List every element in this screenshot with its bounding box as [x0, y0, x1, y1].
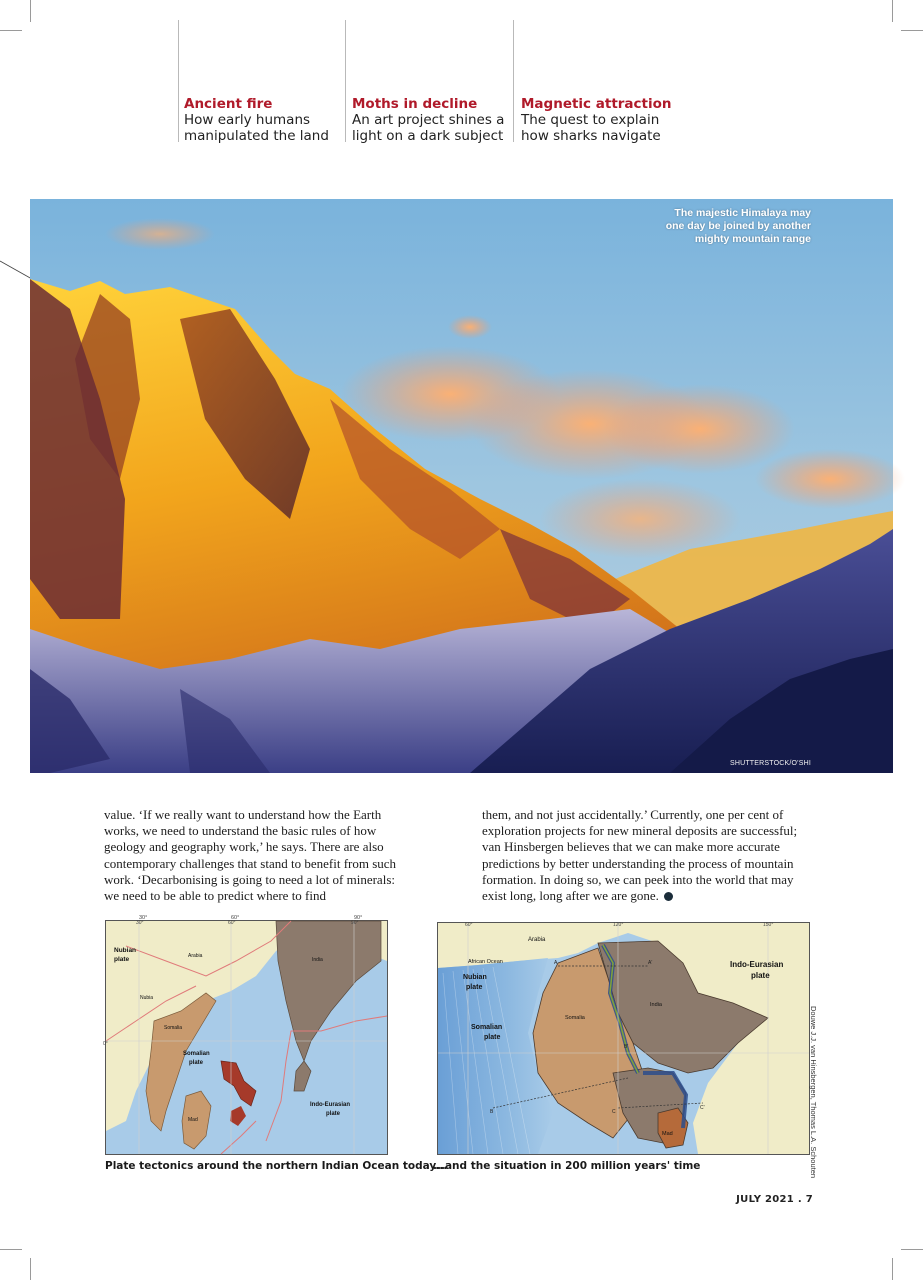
- article-paragraph: [482, 807, 812, 904]
- map-section-label: B': [624, 1044, 629, 1050]
- teaser-subtitle: The quest to explain: [521, 112, 660, 128]
- photo-credit: SHUTTERSTOCK/O'SHI: [729, 760, 811, 767]
- map-lon-label: 60°: [228, 920, 236, 926]
- article-text: them, and not just accidentally.’ Currently, one per cent of exploration projects for new mineral deposits are successful; van Hinsbergen believes that we can make more accurate predictions by better understanding the process of mountain formation. In doing so, we can peek into the world that may exist long, long after we are gone.: [482, 807, 798, 904]
- map-label-somalian: Somalian: [183, 1051, 210, 1057]
- map-label-somalia: Somalia: [164, 1025, 183, 1031]
- crop-mark: [30, 0, 31, 22]
- teaser-title: Magnetic attraction: [521, 96, 672, 112]
- teaser-title: Moths in decline: [352, 96, 478, 112]
- map-plate-tectonics-future: [437, 922, 810, 1155]
- crop-mark: [901, 30, 923, 31]
- map-lon-label: 60°: [231, 915, 240, 921]
- teaser-moths-in-decline[interactable]: [352, 96, 512, 144]
- map-section-label: C: [612, 1109, 616, 1115]
- map-section-label: C': [700, 1105, 705, 1111]
- map-lon-label: 30°: [139, 915, 148, 921]
- page-folio: JULY 2021 . 7: [736, 1194, 813, 1205]
- map-label-mad: Mad: [662, 1131, 673, 1137]
- map-caption-today: Plate tectonics around the northern Indian Ocean today...: [105, 1160, 448, 1172]
- map-label-plate: plate: [326, 1111, 341, 1117]
- photo-caption-line: one day be joined by another: [665, 220, 811, 232]
- crop-mark: [901, 1249, 923, 1250]
- teaser-subtitle: manipulated the land: [184, 128, 329, 144]
- crop-mark: [0, 1249, 22, 1250]
- map-today-graphic: [103, 915, 387, 1154]
- teaser-subtitle: How early humans: [184, 112, 311, 128]
- map-section-label: A: [554, 960, 558, 966]
- crop-mark: [892, 0, 893, 22]
- map-label-somalia: Somalia: [565, 1015, 585, 1021]
- map-label-african-ocean: African Ocean: [468, 959, 503, 965]
- map-lon-label: 150°: [763, 922, 774, 928]
- map-label-arabia: Arabia: [528, 937, 546, 943]
- photo-caption: [641, 207, 811, 246]
- map-label-plate: plate: [114, 956, 130, 963]
- map-label-plate: plate: [466, 984, 483, 991]
- map-lat-label: 0°: [103, 1041, 108, 1047]
- end-mark-icon: [664, 892, 673, 901]
- crop-mark: [892, 1258, 893, 1280]
- map-label-nubian: Nubian: [114, 947, 137, 954]
- map-lon-label: 90°: [351, 920, 359, 926]
- map-label-plate: plate: [751, 971, 770, 980]
- map-lon-label: 120°: [613, 922, 624, 928]
- teaser-title: Ancient fire: [184, 96, 273, 112]
- crop-mark: [30, 1258, 31, 1280]
- map-section-label: A': [648, 960, 653, 966]
- map-section-label: B: [490, 1109, 494, 1115]
- map-label-nubia: Nubia: [140, 995, 154, 1001]
- article-paragraph: value. ‘If we really want to understand how the Earth works, we need to understand the basic rules of how geology and geography work,’ he says. There are also contemporary challenges that stand to benefit from such work. ‘Decarbonising is going to need a lot of minerals: we need to be able to predict where to find: [104, 807, 397, 904]
- map-credit: Douwe J.J. van Hinsbergen, Thomas L.A. Schouten: [809, 1006, 818, 1179]
- map-label-india: India: [312, 957, 323, 963]
- map-plate-tectonics-today: [103, 915, 388, 1155]
- teaser-subtitle: light on a dark subject: [352, 128, 504, 144]
- map-label-nubian: Nubian: [463, 974, 487, 981]
- teaser-subtitle: An art project shines a: [352, 112, 505, 128]
- article-column-2: [482, 807, 812, 904]
- map-label-arabia: Arabia: [188, 953, 203, 959]
- teaser-divider: [513, 20, 514, 142]
- article-column-1: [104, 807, 404, 904]
- teaser-ancient-fire[interactable]: [184, 96, 344, 144]
- teaser-divider: [178, 20, 179, 142]
- photo-caption-line: mighty mountain range: [694, 233, 811, 245]
- map-label-india: India: [650, 1002, 662, 1008]
- photo-caption-line: The majestic Himalaya may: [674, 207, 811, 219]
- crop-mark: [0, 30, 22, 31]
- map-lon-label: 90°: [354, 915, 363, 921]
- mountain-illustration: [30, 199, 893, 773]
- hero-photo-himalaya: [30, 199, 893, 773]
- teaser-divider: [345, 20, 346, 142]
- map-label-mad: Mad: [188, 1117, 198, 1123]
- map-label-plate: plate: [484, 1034, 501, 1041]
- map-lon-label: 30°: [136, 920, 144, 926]
- map-label-somalian: Somalian: [471, 1024, 503, 1031]
- map-future-graphic: [438, 923, 809, 1154]
- map-label-indo-eurasian: Indo-Eurasian: [310, 1102, 351, 1108]
- map-lon-label: 60°: [465, 922, 473, 928]
- map-label-indo-eurasian: Indo-Eurasian: [730, 960, 784, 969]
- map-label-plate: plate: [189, 1060, 204, 1066]
- teaser-magnetic-attraction[interactable]: [521, 96, 681, 144]
- teaser-subtitle: how sharks navigate: [521, 128, 661, 144]
- map-caption-future: ...and the situation in 200 million years' time: [433, 1160, 701, 1172]
